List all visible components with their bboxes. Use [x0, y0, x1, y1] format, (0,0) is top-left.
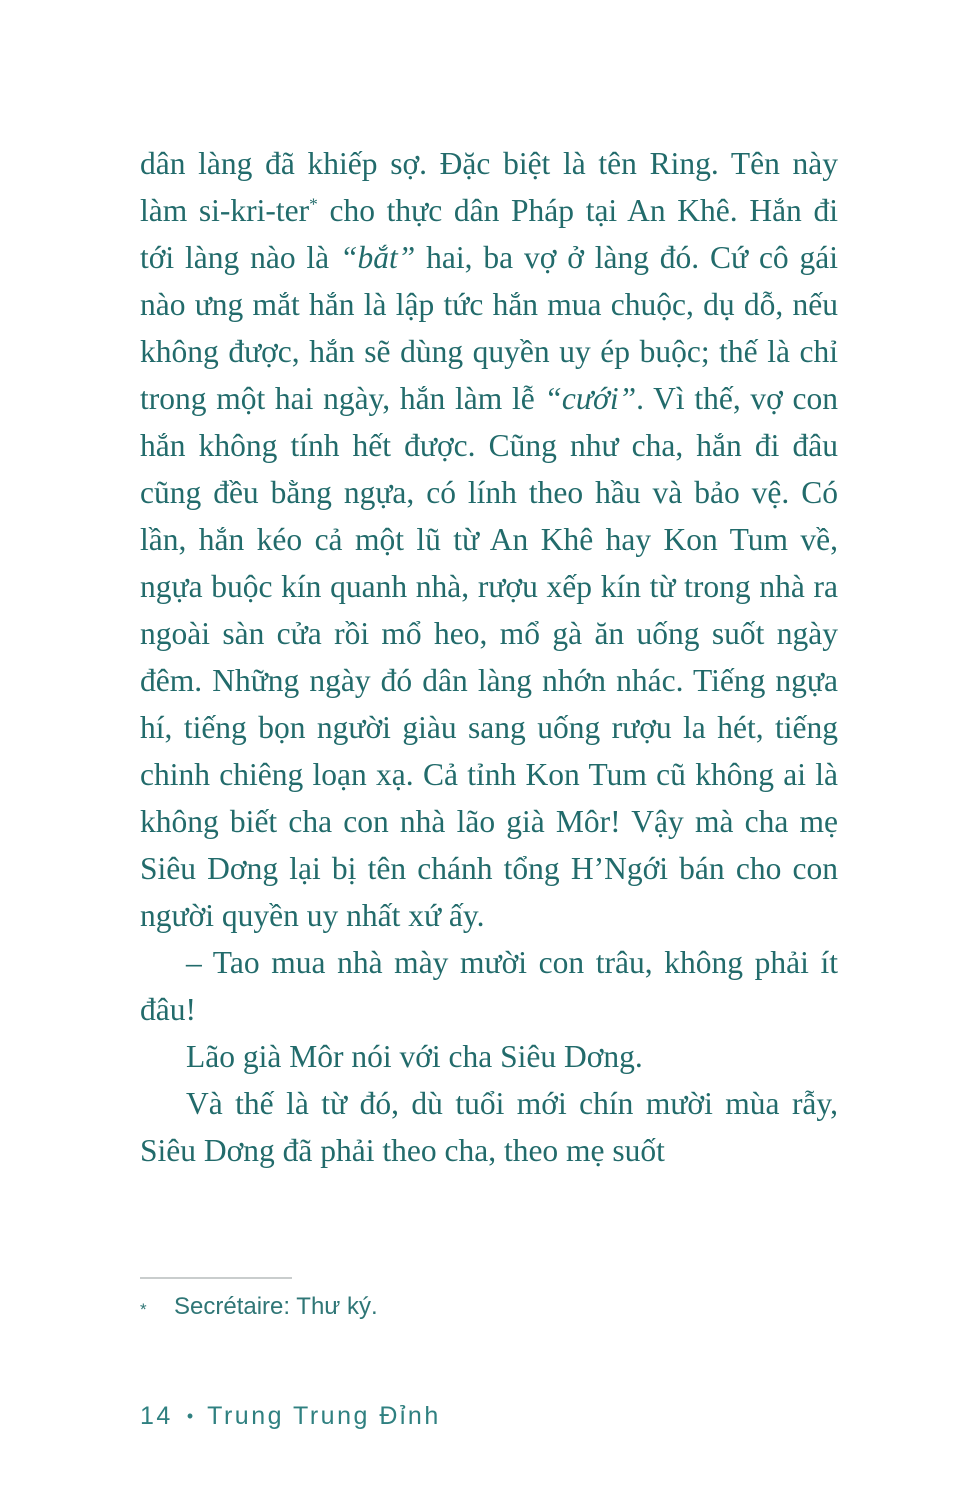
paragraph	[140, 939, 838, 1033]
paragraph	[140, 140, 838, 939]
footnote-marker: *	[140, 1300, 147, 1319]
paragraph	[140, 1080, 838, 1174]
text-segment: . Vì thế, vợ con hắn không tính hết được. Cũng như cha, hắn đi đâu cũng đều bằng ngựa, có lính theo hầu và bảo vệ. Có lần, hắn kéo cả một lũ từ An Khê hay Kon Tum về, ngựa buộc kín quanh nhà, rượu xếp kín từ trong nhà ra ngoài sàn cửa rồi mổ heo, mổ gà ăn uống suốt ngày đêm. Những ngày đó dân làng nhớn nhác. Tiếng ngựa hí, tiếng bọn người giàu sang uống rượu la hét, tiếng chinh chiêng loạn xạ. Cả tỉnh Kon Tum cũ không ai là không biết cha con nhà lão già Môr! Vậy mà cha mẹ Siêu Dơng lại bị tên chánh tổng H’Ngới bán cho con người quyền uy nhất xứ ấy.	[140, 381, 838, 933]
footnote-divider	[140, 1277, 292, 1279]
text-segment: cho thực dân Pháp tại An Khê. Hắn đi tới làng nào là	[140, 193, 838, 275]
footnote-text: Secrétaire: Thư ký.	[174, 1293, 378, 1320]
text-segment: Lão già Môr nói với cha Siêu Dơng.	[186, 1039, 643, 1074]
footer-bullet-separator: •	[186, 1406, 194, 1426]
text-segment: “bắt”	[340, 240, 416, 275]
text-segment: Và thế là từ đó, dù tuổi mới chín mười mùa rẫy, Siêu Dơng đã phải theo cha, theo mẹ suốt	[140, 1086, 838, 1168]
footnote	[140, 1291, 840, 1326]
page-number: 14	[140, 1402, 173, 1430]
page-footer	[140, 1402, 441, 1431]
text-segment: dân làng đã khiếp sợ. Đặc biệt là tên Ring. Tên này làm si-kri-ter	[140, 146, 838, 228]
text-segment: *	[309, 194, 318, 214]
book-title: Trung Trung Đỉnh	[207, 1402, 441, 1430]
text-segment: hai, ba vợ ở làng đó. Cứ cô gái nào ưng mắt hắn là lập tức hắn mua chuộc, dụ dỗ, nếu không được, hắn sẽ dùng quyền uy ép buộc; thế là chỉ trong một hai ngày, hắn làm lễ	[140, 240, 839, 416]
text-segment: – Tao mua nhà mày mười con trâu, không phải ít đâu!	[140, 945, 838, 1027]
body-text	[140, 140, 838, 1174]
paragraph	[140, 1033, 838, 1080]
text-segment: “cưới”	[544, 381, 637, 416]
